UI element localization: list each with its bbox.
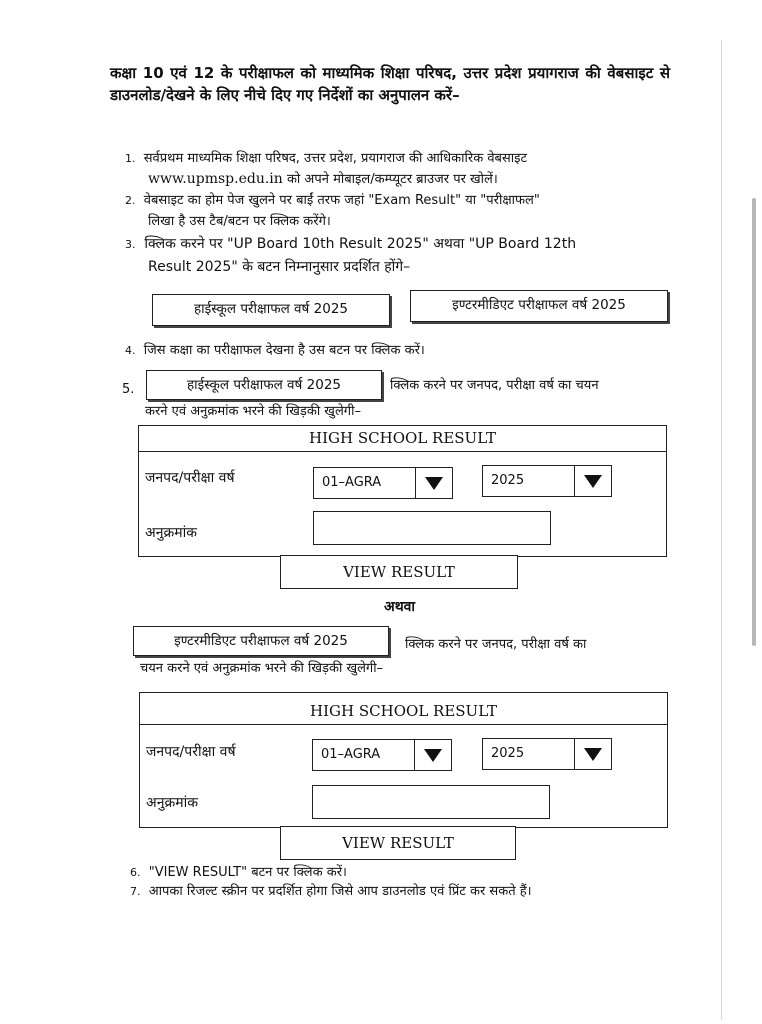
roll-number-label: अनुक्रमांक (145, 525, 197, 541)
roll-number-label: अनुक्रमांक (146, 795, 198, 811)
step-3-line2: Result 2025" के बटन निम्नानुसार प्रदर्शित होंगे– (148, 259, 411, 275)
scrollbar-thumb[interactable] (752, 198, 756, 646)
step-number-5: 5. (122, 382, 135, 397)
step-number: 2. (125, 194, 136, 207)
step-number: 3. (125, 238, 136, 251)
district-value: 01–AGRA (321, 747, 381, 762)
step-4 (125, 340, 425, 362)
step-1-line2: को अपने मोबाइल/कम्प्यूटर ब्राउजर पर खोलें। (282, 172, 498, 187)
highschool-result-button-inline[interactable]: हाईस्कूल परीक्षाफल वर्ष 2025 (146, 370, 382, 400)
year-select[interactable] (482, 465, 612, 497)
step-5-line2: करने एवं अनुक्रमांक भरने की खिड़की खुलेगी– (145, 404, 361, 419)
roll-number-input[interactable] (312, 785, 550, 819)
step-7-text: आपका रिजल्ट स्क्रीन पर प्रदर्शित होगा जिसे आप डाउनलोड एवं प्रिंट कर सकते हैं। (148, 884, 532, 899)
intermediate-result-button-inline[interactable]: इण्टरमीडिएट परीक्षाफल वर्ष 2025 (133, 626, 389, 656)
roll-number-input[interactable] (313, 511, 551, 545)
website-url[interactable]: www.upmsp.edu.in (148, 171, 283, 187)
intro-paragraph: कक्षा 10 एवं 12 के परीक्षाफल को माध्यमिक शिक्षा परिषद, उत्तर प्रदेश प्रयागराज की वेबसाइट से डाउनलोड/देखने के लिए नीचे दिए गए निर्देशों का अनुपालन करें– (110, 64, 670, 104)
district-select[interactable] (313, 467, 453, 499)
step-number: 4. (125, 344, 136, 357)
step-1-cont (148, 168, 498, 191)
year-value: 2025 (491, 746, 525, 761)
district-year-label: जनपद/परीक्षा वर्ष (145, 470, 235, 486)
form-divider (139, 451, 666, 452)
district-value: 01–AGRA (322, 475, 382, 490)
or-separator: अथवा (384, 599, 416, 615)
highschool-result-button[interactable]: हाईस्कूल परीक्षाफल वर्ष 2025 (152, 294, 390, 326)
view-result-button[interactable]: VIEW RESULT (280, 555, 518, 589)
step-5-line1: क्लिक करने पर जनपद, परीक्षा वर्ष का चयन (390, 378, 599, 393)
year-select[interactable] (482, 738, 612, 770)
form-title: HIGH SCHOOL RESULT (310, 702, 497, 720)
year-value: 2025 (491, 473, 525, 488)
page-edge (721, 40, 722, 1020)
step-3-line1: क्लिक करने पर "UP Board 10th Result 2025" अथवा "UP Board 12th (144, 236, 577, 252)
dropdown-arrow-icon[interactable] (574, 466, 611, 496)
step-1-line1: सर्वप्रथम माध्यमिक शिक्षा परिषद, उत्तर प्रदेश, प्रयागराज की आधिकारिक वेबसाइट (143, 151, 528, 166)
form-title: HIGH SCHOOL RESULT (309, 429, 496, 447)
step-2 (125, 190, 540, 212)
form-divider (140, 724, 667, 725)
district-year-label: जनपद/परीक्षा वर्ष (146, 744, 236, 760)
step-7 (130, 881, 532, 903)
highschool-result-form (138, 425, 667, 557)
alt-line1: क्लिक करने पर जनपद, परीक्षा वर्ष का (405, 637, 587, 652)
step-number: 7. (130, 885, 141, 898)
dropdown-arrow-icon[interactable] (414, 740, 451, 770)
highschool-result-form-2 (139, 692, 668, 828)
step-6-text: "VIEW RESULT" बटन पर क्लिक करें। (148, 865, 347, 880)
step-2-line2: लिखा है उस टैब/बटन पर क्लिक करेंगे। (148, 214, 331, 229)
step-2-line1: वेबसाइट का होम पेज खुलने पर बाईं तरफ जहां "Exam Result" या "परीक्षाफल" (143, 193, 540, 208)
dropdown-arrow-icon[interactable] (415, 468, 452, 498)
step-number: 1. (125, 152, 136, 165)
step-4-text: जिस कक्षा का परीक्षाफल देखना है उस बटन पर क्लिक करें। (143, 343, 425, 358)
step-1 (125, 148, 527, 170)
alt-line2: चयन करने एवं अनुक्रमांक भरने की खिड़की खुलेगी– (140, 661, 384, 676)
view-result-button-2[interactable]: VIEW RESULT (280, 826, 516, 860)
step-3 (125, 233, 576, 256)
step-number: 6. (130, 866, 141, 879)
dropdown-arrow-icon[interactable] (574, 739, 611, 769)
intermediate-result-button[interactable]: इण्टरमीडिएट परीक्षाफल वर्ष 2025 (410, 290, 668, 322)
district-select[interactable] (312, 739, 452, 771)
